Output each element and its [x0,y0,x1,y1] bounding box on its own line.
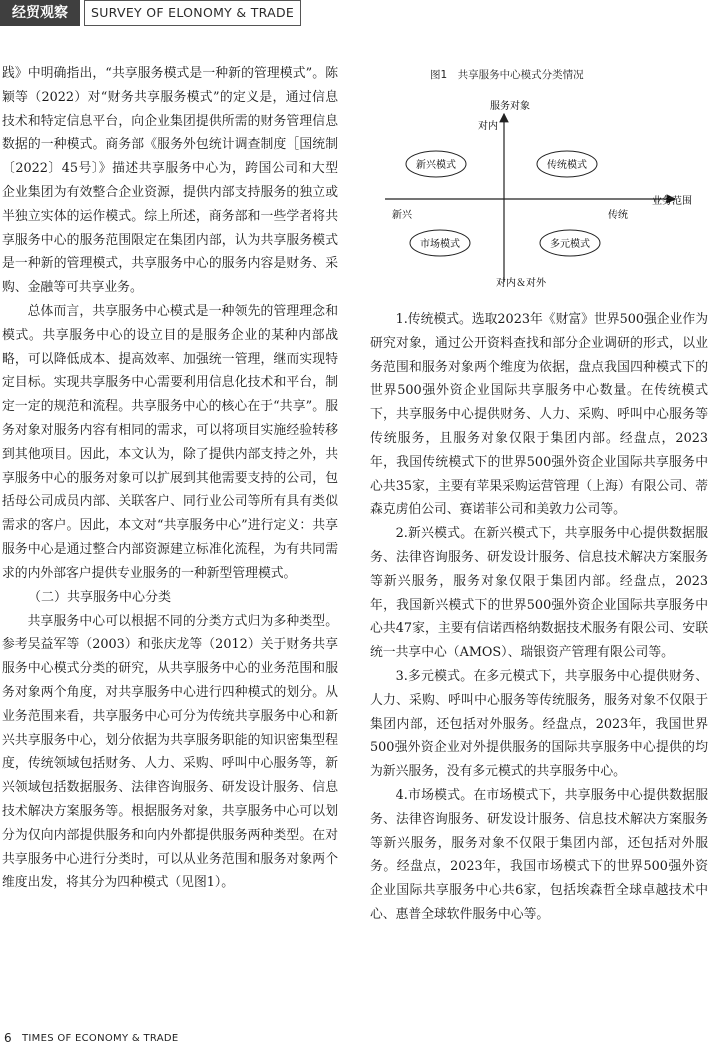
quadrant-market-label: 市场模式 [420,239,460,250]
section-subheading: （二）共享服务中心分类 [28,589,172,605]
quadrant-emerging-label: 新兴模式 [416,160,456,171]
page-header [0,0,709,26]
quadrant-traditional-label: 传统模式 [547,160,587,171]
paragraph: 共享服务中心可以根据不同的分类方式归为多种类型。参考吴益军等（2003）和张庆龙等（2012）关于财务共享服务中心模式分类的研究，从共享服务中心的业务范围和服务对象两个角度，对共享服务中心进行四种模式的划分。从业务范围来看，共享服务中心可分为传统共享服务中心和新兴共享服务中心，划分依据为共享服务职能的知识密集型程度，传统领域包括财务、人力、采购、呼叫中心服务等，新兴领域包括数据服务、法律咨询服务、研发设计服务、信息技术解决方案服务等。根据服务对象，共享服务中心可以划分为仅向内部提供服务和向内外都提供服务两种类型。在对共享服务中心进行分类时，可以从业务范围和服务对象两个维度出发，将其分为四种模式（见图1）。 [2,613,338,891]
classification-diagram [370,82,706,292]
y-top-label: 对内 [478,121,498,132]
paragraph: 4.市场模式。在市场模式下，共享服务中心提供数据服务、法律咨询服务、研发设计服务、信息技术解决方案服务等新兴服务，服务对象不仅限于集团内部，还包括对外服务。经盘点，2023年，我国市场模式下的世界500强外资企业国际共享服务中心共6家，包括埃森哲全球卓越技术中心、惠普全球软件服务中心等。 [370,787,708,922]
journal-name: SURVEY OF ELONOMY & TRADE [84,0,301,26]
paragraph: 3.多元模式。在多元模式下，共享服务中心提供财务、人力、采购、呼叫中心服务等传统服务，服务对象不仅限于集团内部，还包括对外服务。经盘点，2023年，我国世界500强外资企业对外提供服务的国际共享服务中心提供的均为新兴服务，没有多元模式的共享服务中心。 [370,668,708,780]
section-tag: 经贸观察 [0,0,80,26]
x-axis-label: 业务范围 [652,196,692,207]
y-axis-label: 服务对象 [490,101,530,112]
paragraph: 1.传统模式。选取2023年《财富》世界500强企业作为研究对象，通过公开资料查找和部分企业调研的形式，以业务范围和服务对象两个维度为依据，盘点我国四种模式下的世界500强外资企业国际共享服务中心数量。在传统模式下，共享服务中心提供财务、人力、采购、呼叫中心服务等传统服务，且服务对象仅限于集团内部。经盘点，2023年，我国传统模式下的世界500强外资企业国际共享服务中心共35家，主要有苹果采购运营管理（上海）有限公司、蒂森克虏伯公司、赛诺菲公司和美敦力公司等。 [370,312,708,518]
paragraph: 2.新兴模式。在新兴模式下，共享服务中心提供数据服务、法律咨询服务、研发设计服务、信息技术解决方案服务等新兴服务，服务对象仅限于集团内部。经盘点，2023年，我国新兴模式下的世界500强外资企业国际共享服务中心共47家，主要有信诺西格纳数据技术服务有限公司、安联统一共享中心（AMOS）、瑞银资产管理有限公司等。 [370,526,708,661]
page-footer [0,1026,709,1048]
y-bottom-label: 对内＆对外 [496,278,546,289]
right-column [370,308,708,927]
x-left-label: 新兴 [392,210,412,221]
quadrant-diversified-label: 多元模式 [550,239,590,250]
page-number: 6 [4,1031,12,1045]
paragraph: 总体而言，共享服务中心模式是一种领先的管理理念和模式。共享服务中心的设立目的是服务企业的某种内部战略，可以降低成本、提高效率、加强统一管理，继而实现特定目标。实现共享服务中心需要利用信息化技术和平台，制定一定的规范和流程。共享服务中心的核心在于“共享”。服务对象对服务内容有相同的需求，可以将项目实施经验转移到其他项目。因此，本文认为，除了提供内部支持之外，共享服务中心的服务对象可以扩展到其他需要支持的公司，包括母公司成员内部、关联客户、同行业公司等所有具有类似需求的客户。因此，本文对“共享服务中心”进行定义：共享服务中心是通过整合内部资源建立标准化流程，为有共同需求的内外部客户提供专业服务的一种新型管理模式。 [2,303,338,581]
x-right-label: 传统 [608,210,628,221]
figure-title: 图1 共享服务中心模式分类情况 [430,69,584,81]
paragraph: 践》中明确指出，“共享服务模式是一种新的管理模式”。陈颖等（2022）对“财务共享服务模式”的定义是，通过信息技术和特定信息平台，向企业集团提供所需的财务管理信息数据的一种模式。商务部《服务外包统计调查制度［国统制〔2022〕45号〕》描述共享服务中心为，跨国公司和大型企业集团为有效整合企业资源，提供内部支持服务的独立或半独立实体的运作模式。综上所述，商务部和一些学者将共享服务中心的服务范围限定在集团内部，认为共享服务模式是一种新的管理模式，共享服务中心的服务内容是财务、采购、金融等可共享业务。 [2,66,338,296]
left-column [2,62,338,895]
footer-journal: TIMES OF ECONOMY & TRADE [22,1033,179,1044]
